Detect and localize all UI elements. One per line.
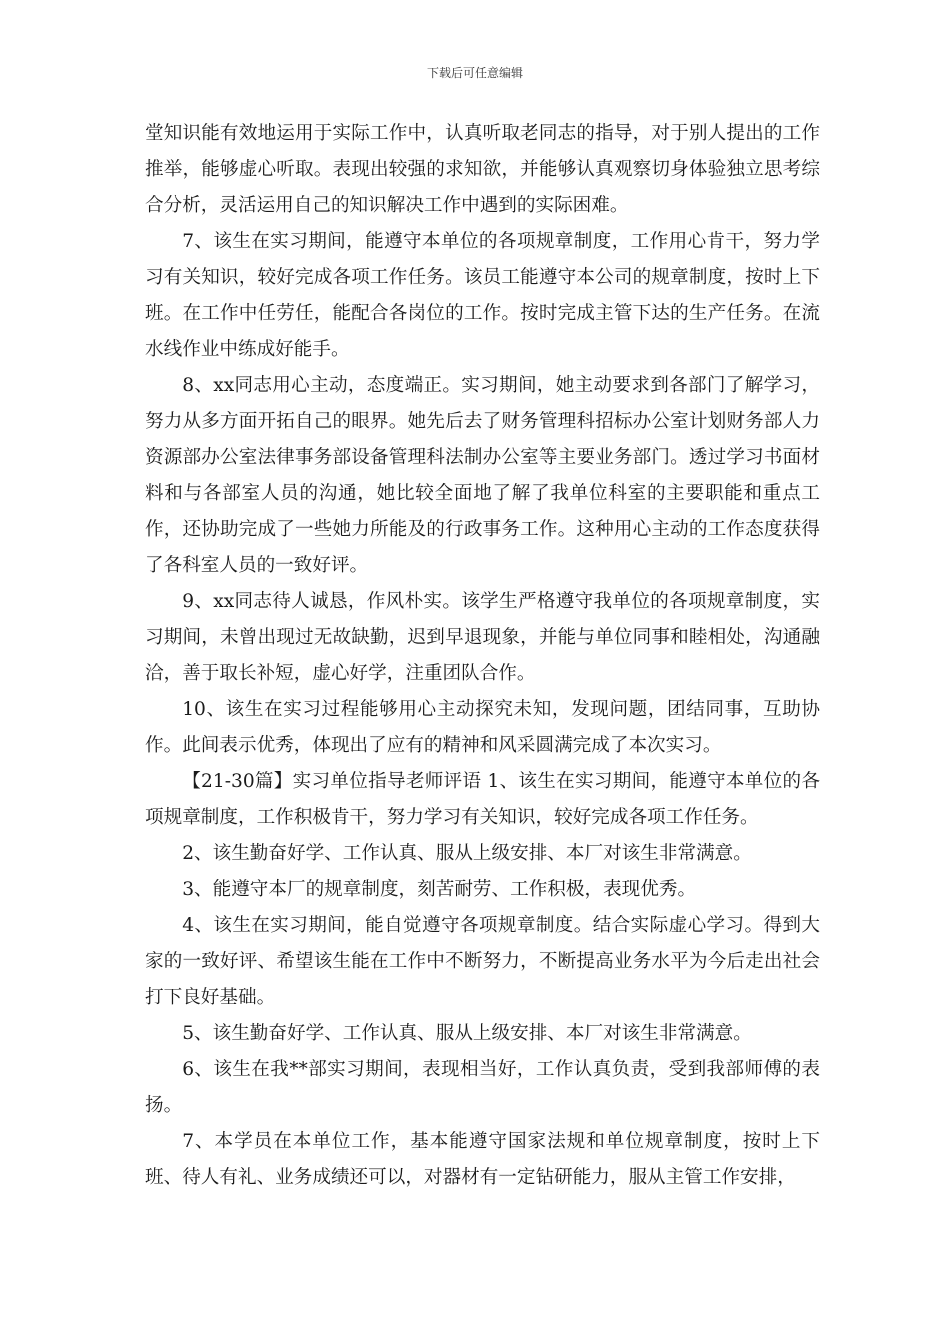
paragraph-item-7: 7、该生在实习期间，能遵守本单位的各项规章制度，工作用心肯干，努力学习有关知识，较好完成各项工作任务。该员工能遵守本公司的规章制度，按时上下班。在工作中任劳任，能配合各岗位的工作。按时完成主管下达的生产任务。在流水线作业中练成好能手。 bbox=[145, 231, 820, 360]
paragraph-item-6: 6、该生在我**部实习期间，表现相当好，工作认真负责，受到我部师傅的表扬。 bbox=[145, 1059, 820, 1116]
paragraph-continuation: 堂知识能有效地运用于实际工作中，认真听取老同志的指导，对于别人提出的工作推举，能够虚心听取。表现出较强的求知欲，并能够认真观察切身体验独立思考综合分析，灵活运用自己的知识解决工作中遇到的实际困难。 bbox=[145, 123, 820, 216]
paragraph-item-9: 9、xx同志待人诚恳，作风朴实。该学生严格遵守我单位的各项规章制度，实习期间，未曾出现过无故缺勤，迟到早退现象，并能与单位同事和睦相处，沟通融洽，善于取长补短，虚心好学，注重团队合作。 bbox=[145, 591, 820, 684]
paragraph-item-5: 5、该生勤奋好学、工作认真、服从上级安排、本厂对该生非常满意。 bbox=[182, 1023, 752, 1044]
paragraph-item-3: 3、能遵守本厂的规章制度，刻苦耐劳、工作积极，表现优秀。 bbox=[182, 879, 697, 900]
paragraph-item-7b: 7、本学员在本单位工作，基本能遵守国家法规和单位规章制度，按时上下班、待人有礼、业务成绩还可以，对器材有一定钻研能力，服从主管工作安排， bbox=[145, 1131, 820, 1188]
section-heading-21-30: 【21-30篇】实习单位指导老师评语 1、该生在实习期间，能遵守本单位的各项规章制度，工作积极肯干，努力学习有关知识，较好完成各项工作任务。 bbox=[145, 771, 820, 828]
page-header: 下载后可任意编辑 bbox=[426, 66, 523, 80]
document-body bbox=[145, 116, 820, 1196]
paragraph-item-2: 2、该生勤奋好学、工作认真、服从上级安排、本厂对该生非常满意。 bbox=[182, 843, 752, 864]
paragraph-item-10: 10、该生在实习过程能够用心主动探究未知，发现问题，团结同事，互助协作。此间表示优秀，体现出了应有的精神和风采圆满完成了本次实习。 bbox=[145, 699, 820, 756]
paragraph-item-4: 4、该生在实习期间，能自觉遵守各项规章制度。结合实际虚心学习。得到大家的一致好评、希望该生能在工作中不断努力，不断提高业务水平为今后走出社会打下良好基础。 bbox=[145, 915, 820, 1008]
paragraph-item-8: 8、xx同志用心主动，态度端正。实习期间，她主动要求到各部门了解学习，努力从多方面开拓自己的眼界。她先后去了财务管理科招标办公室计划财务部人力资源部办公室法律事务部设备管理科法制办公室等主要业务部门。透过学习书面材料和与各部室人员的沟通，她比较全面地了解了我单位科室的主要职能和重点工作，还协助完成了一些她力所能及的行政事务工作。这种用心主动的工作态度获得了各科室人员的一致好评。 bbox=[145, 375, 820, 576]
